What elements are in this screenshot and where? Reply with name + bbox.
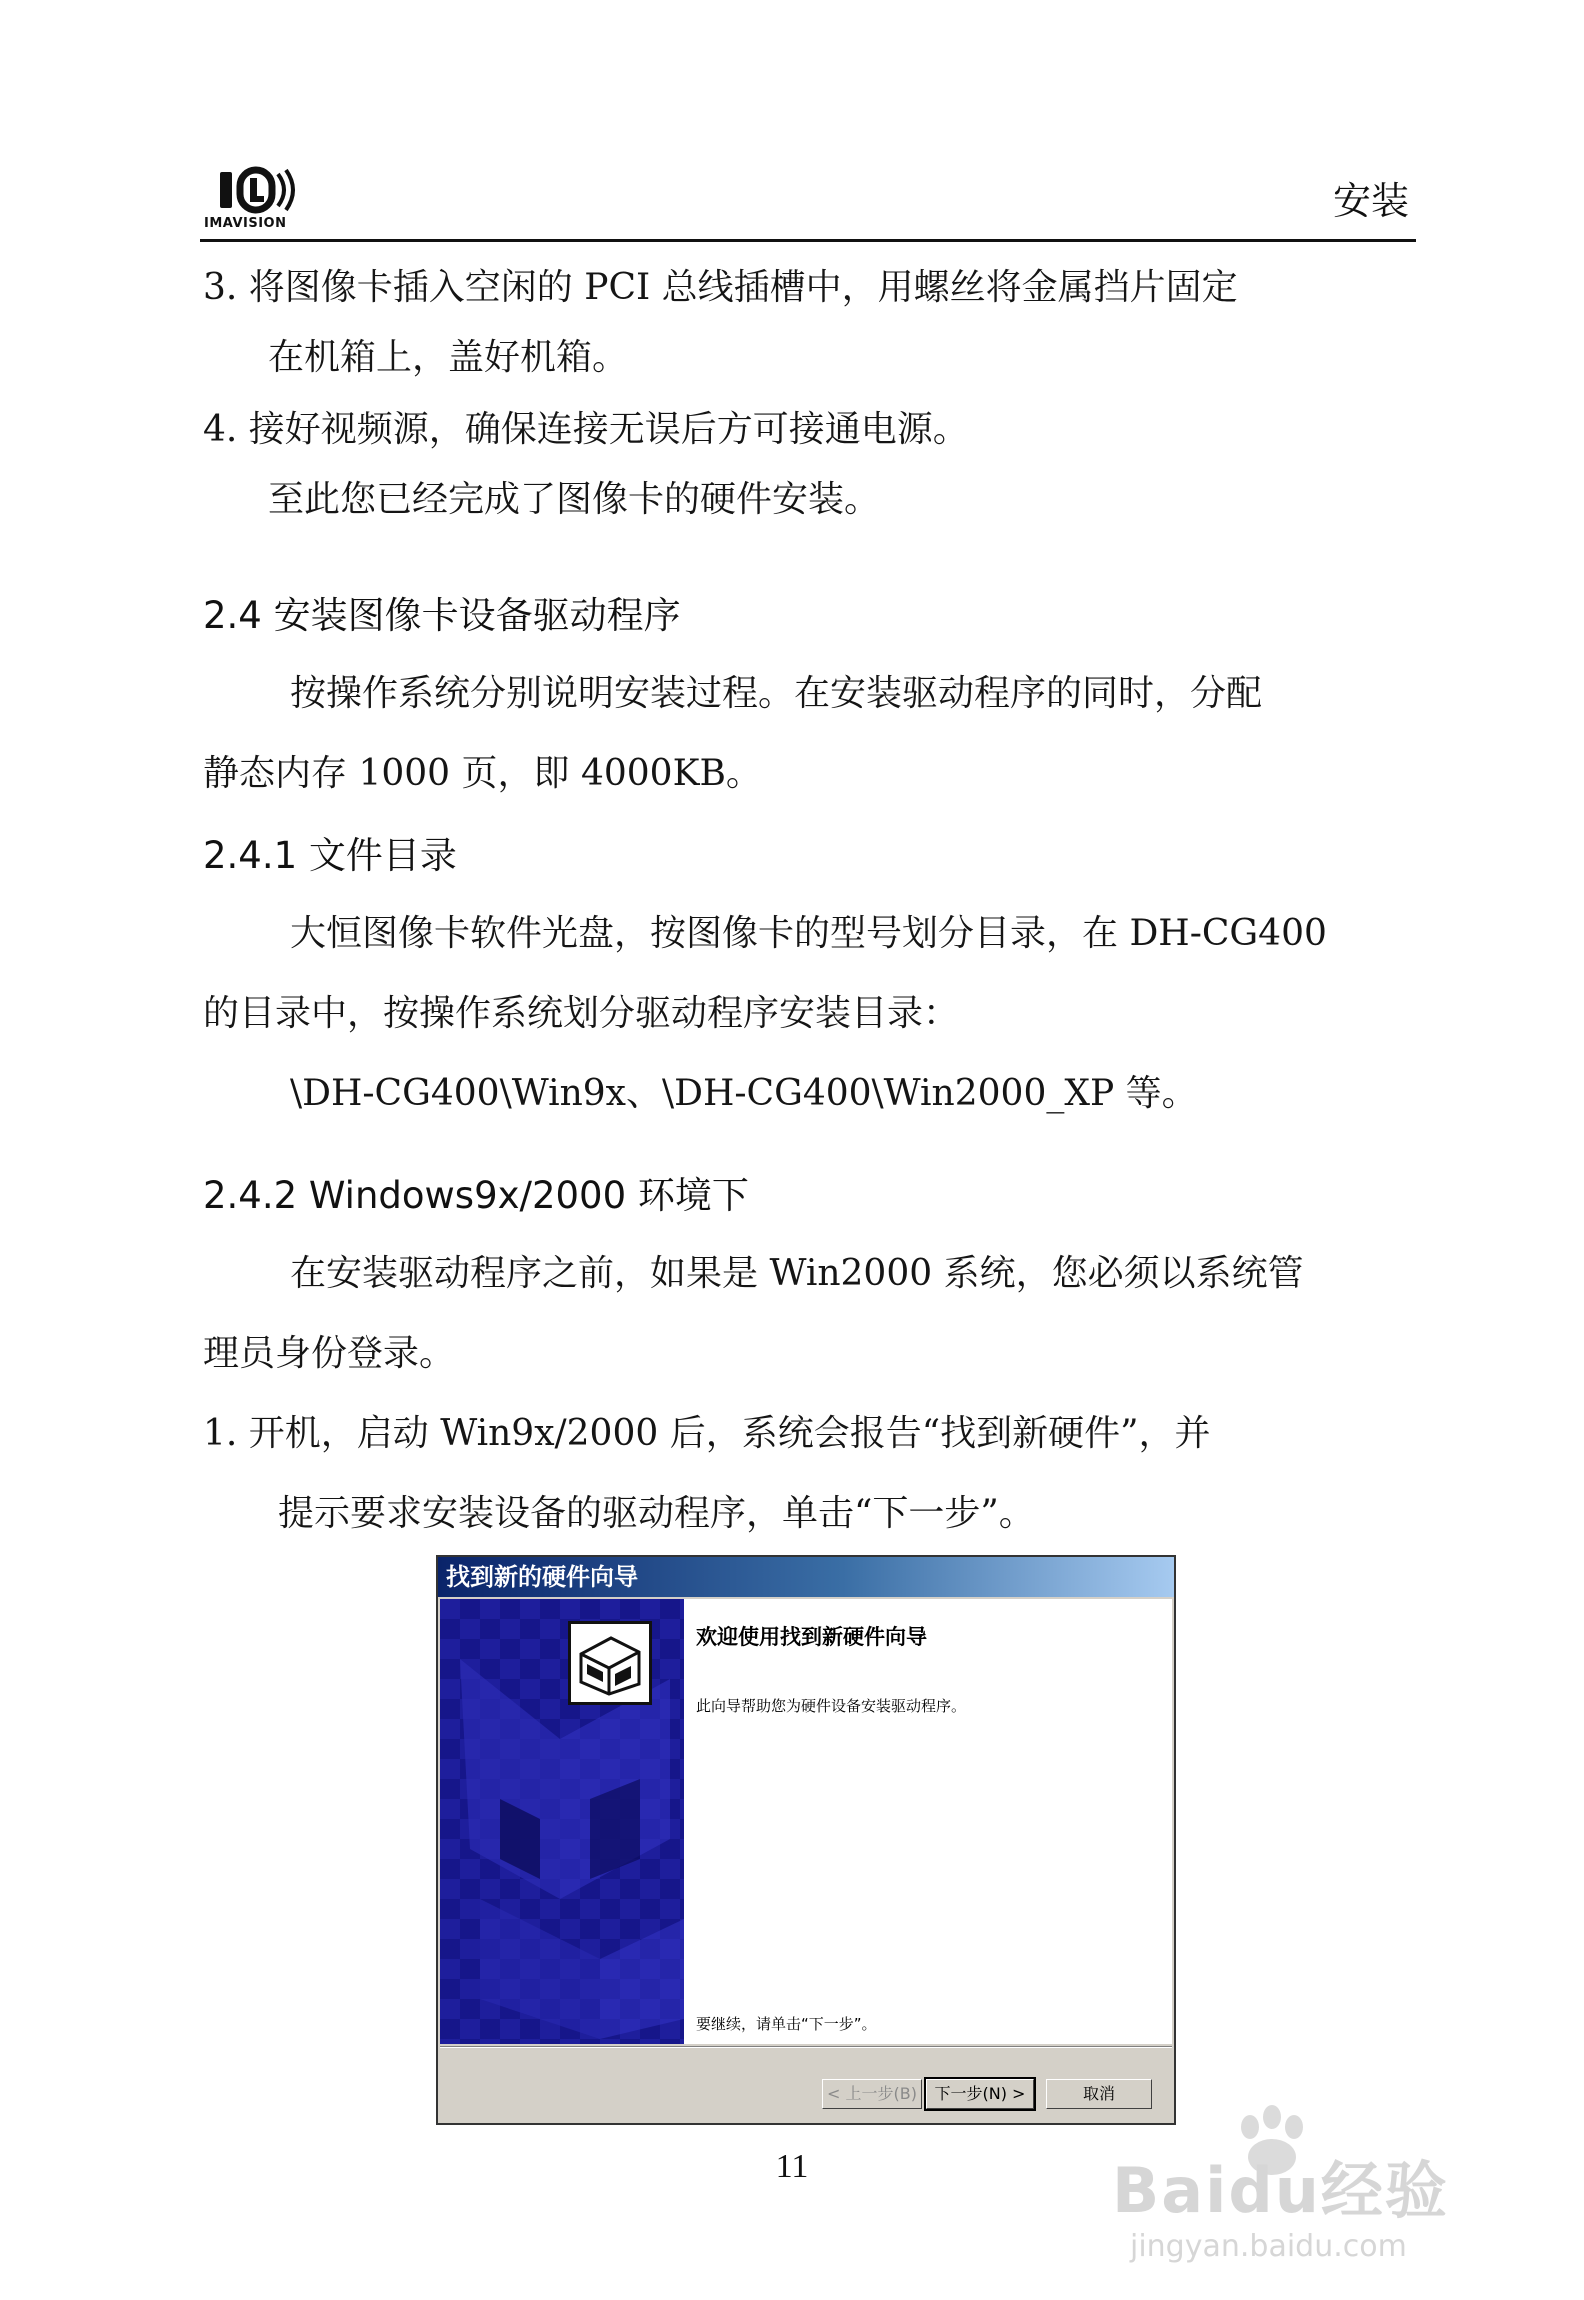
new-hardware-wizard-dialog (436, 1555, 1176, 2125)
wizard-heading: 欢迎使用找到新硬件向导 (696, 1625, 927, 1649)
wizard-content-panel (684, 1599, 1172, 2044)
wizard-continue-hint: 要继续，请单击“下一步”。 (696, 2015, 877, 2033)
dialog-title-bar: 找到新的硬件向导 (438, 1557, 1174, 1597)
logo-text: IMAVISION (204, 216, 287, 231)
imavision-logo (200, 160, 320, 240)
next-button[interactable]: 下一步(N) > (926, 2079, 1034, 2109)
step-3-line-1: 3. 将图像卡插入空闲的 PCI 总线插槽中，用螺丝将金属挡片固定 (203, 267, 1238, 308)
step-1-line-1: 1. 开机，启动 Win9x/2000 后，系统会报告“找到新硬件”，并 (203, 1413, 1211, 1454)
para-2-4-line-2: 静态内存 1000 页，即 4000KB。 (203, 753, 762, 794)
hardware-card-icon (568, 1621, 652, 1705)
step-3-line-2: 在机箱上，盖好机箱。 (268, 337, 629, 378)
section-heading-2-4-1: 2.4.1 文件目录 (203, 834, 457, 877)
page-number: 11 (775, 2148, 809, 2185)
section-heading-2-4-2: 2.4.2 Windows9x/2000 环境下 (203, 1174, 749, 1217)
cancel-button[interactable]: 取消 (1046, 2079, 1152, 2109)
baidu-jingyan-watermark (1110, 2105, 1510, 2265)
wizard-description: 此向导帮助您为硬件设备安装驱动程序。 (696, 1697, 967, 1715)
para-2-4-line-1: 按操作系统分别说明安装过程。在安装驱动程序的同时，分配 (290, 673, 1263, 714)
para-2-4-2-line-1: 在安装驱动程序之前，如果是 Win2000 系统，您必须以系统管 (290, 1253, 1304, 1294)
para-2-4-1-line-1: 大恒图像卡软件光盘，按图像卡的型号划分目录，在 DH-CG400 (290, 913, 1327, 954)
para-2-4-1-line-2: 的目录中，按操作系统划分驱动程序安装目录： (203, 993, 960, 1034)
header-title: 安装 (1332, 179, 1409, 223)
back-button[interactable]: < 上一步(B) (822, 2079, 922, 2109)
hardware-done-line: 至此您已经完成了图像卡的硬件安装。 (268, 479, 881, 520)
watermark-brand: Baidu经验 (1112, 2154, 1449, 2227)
logo-mark-icon (218, 166, 304, 214)
header-divider (200, 239, 1416, 242)
watermark-url: jingyan.baidu.com (1130, 2229, 1407, 2264)
step-1-line-2: 提示要求安装设备的驱动程序，单击“下一步”。 (278, 1493, 1035, 1534)
para-2-4-2-line-2: 理员身份登录。 (203, 1333, 456, 1374)
dialog-separator (440, 2046, 1172, 2048)
section-heading-2-4: 2.4 安装图像卡设备驱动程序 (203, 594, 681, 637)
step-4-line: 4. 接好视频源，确保连接无误后方可接通电源。 (203, 409, 969, 450)
directory-paths-line: \DH-CG400\Win9x、\DH-CG400\Win2000_XP 等。 (290, 1073, 1198, 1114)
wizard-side-graphic (440, 1599, 684, 2044)
